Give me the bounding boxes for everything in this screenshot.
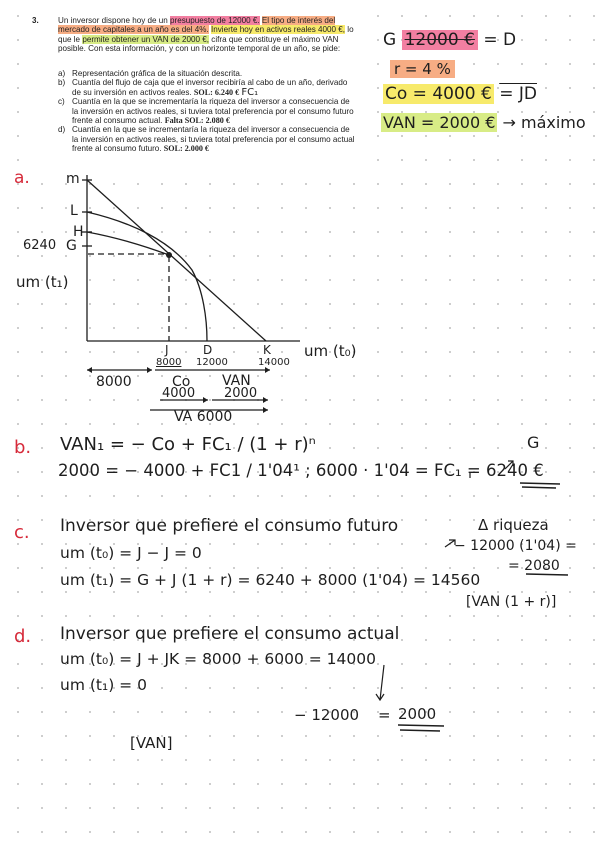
label-d-value: 12000 — [196, 357, 228, 368]
part-c-note-delta: Δ riqueza — [478, 516, 549, 534]
note-interest: r = 4 % — [390, 60, 455, 78]
part-d-result: 2000 — [398, 705, 437, 723]
label-j-value: 8000 — [156, 357, 182, 368]
label-l: L — [70, 203, 78, 219]
part-a-label: a. — [14, 168, 30, 188]
part-d-minus: − 12000 — [294, 706, 360, 724]
problem-number: 3. — [32, 16, 39, 25]
part-c-note-calc: − 12000 (1'04) = — [454, 538, 577, 554]
arrow-head — [263, 397, 268, 403]
y-axis-label: um (t₁) — [16, 273, 69, 291]
item-solution: Falta SOL: 2.080 € — [164, 116, 230, 126]
arrow-head — [147, 367, 152, 373]
note-highlight: 12000 € — [402, 30, 478, 50]
highlight-investment: Invierte hoy en activos reales 4000 €, — [210, 25, 346, 35]
arrow-head — [203, 397, 208, 403]
calculation-text: 2000 = − 4000 + FC1 / 1'04¹ ; 6000 · 1'04 = FC₁ = — [58, 461, 481, 480]
tangency-point — [166, 252, 172, 258]
bracket-co-label: Co — [172, 374, 191, 390]
note-highlight: Co = 4000 € — [385, 84, 492, 104]
label-k: K — [263, 343, 271, 357]
part-d-tag: [VAN] — [130, 734, 173, 752]
bracket-8000-label: 8000 — [96, 374, 132, 390]
part-c-line1: um (t₀) = J − J = 0 — [60, 544, 202, 562]
arrow-d — [376, 665, 384, 700]
handwritten-fc1: FC₁ — [241, 86, 259, 98]
label-g: G — [66, 238, 77, 254]
underline-6240 — [520, 483, 560, 484]
label-d: D — [203, 343, 213, 357]
part-b-label: b. — [14, 437, 32, 458]
label-j: J — [165, 343, 169, 357]
part-d-equals: = — [378, 706, 391, 724]
statement-part: Un inversor dispone hoy de un — [58, 16, 171, 25]
note-text: G — [383, 30, 397, 50]
underline-2000 — [398, 725, 444, 726]
part-d-line2: um (t₁) = 0 — [60, 676, 147, 694]
part-c-note-result: = 2080 — [508, 558, 560, 574]
label-m: m — [66, 171, 80, 187]
fc1-result: 6240 € — [485, 461, 544, 480]
part-d-label: d. — [14, 626, 32, 647]
item-letter: a) — [58, 69, 66, 78]
statement-part: cifra que constituye el máximo VAN posible. Con esta información, y con un horizonte temporal de un año, se pide: — [58, 34, 341, 54]
arrow-head — [263, 407, 268, 413]
note-text: → máximo — [502, 113, 586, 132]
part-c-title: Inversor que prefiere el consumo futuro — [60, 516, 399, 536]
item-text: Representación gráfica de la situación descrita. — [72, 69, 243, 78]
item-solution: SOL: 2.000 € — [163, 144, 209, 154]
part-c-label: c. — [14, 522, 30, 543]
item-letter: b) — [58, 78, 66, 88]
label-h: H — [73, 224, 84, 240]
note-text: = D — [483, 30, 517, 50]
underline-6240-2 — [522, 487, 556, 488]
part-c-note-formula: [VAN (1 + r)] — [466, 594, 557, 610]
highlight-van: permite obtener un VAN de 2000 €, — [82, 34, 210, 44]
highlight-budget: presupuesto de 12000 €. — [170, 16, 260, 25]
item-solution: SOL: 6.240 € — [193, 87, 240, 97]
bracket-van-value: 2000 — [224, 386, 258, 401]
budget-line-m — [87, 180, 266, 341]
item-text: Cuantía en la que se incrementaría la riqueza del inversor a consecuencia de la inversión en activos reales, si tuviera total preferencia por el consumo actual frente al consumo futuro. — [72, 125, 355, 154]
item-text: Cuantía del flujo de caja que el inversor recibiría al cabo de un año, derivado de su inversión en activos reales. — [72, 78, 348, 97]
part-d-title: Inversor que prefiere el consumo actual — [60, 624, 400, 644]
part-b-formula: VAN₁ = − Co + FC₁ / (1 + r)ⁿ — [60, 434, 316, 455]
bracket-van-label: VAN — [222, 373, 251, 389]
part-b-calculation — [58, 461, 544, 480]
bracket-co-value: 4000 — [162, 386, 196, 401]
underline-2080 — [526, 574, 568, 575]
label-g-value: 6240 — [23, 238, 57, 253]
highlight-interest: El tipo de interés del mercado de capitales a un año es del 4%. — [58, 16, 336, 35]
x-axis-label: um (t₀) — [304, 342, 357, 360]
label-k-value: 14000 — [258, 357, 290, 368]
part-d-line1: um (t₀) = J + JK = 8000 + 6000 = 14000 — [60, 650, 376, 668]
item-text: Cuantía en la que se incrementaría la riqueza del inversor a consecuencia de la inversión en activos reales, si tuviera total preferencia por el consumo futuro frente al consumo actual. — [72, 97, 354, 126]
arrow-head — [87, 367, 92, 373]
part-b-g-mark: G — [527, 433, 540, 452]
part-c-line2: um (t₁) = G + J (1 + r) = 6240 + 8000 (1'04) = 14560 — [60, 571, 481, 589]
item-letter: c) — [58, 97, 65, 107]
underline-2000-2 — [400, 730, 440, 731]
note-text: = JD — [499, 84, 537, 104]
statement-part: lo que le — [58, 25, 354, 44]
bracket-va-label: VA 6000 — [174, 409, 233, 425]
note-highlight: VAN = 2000 € — [383, 113, 496, 132]
investment-curve-l — [87, 212, 207, 341]
item-letter: d) — [58, 125, 66, 135]
